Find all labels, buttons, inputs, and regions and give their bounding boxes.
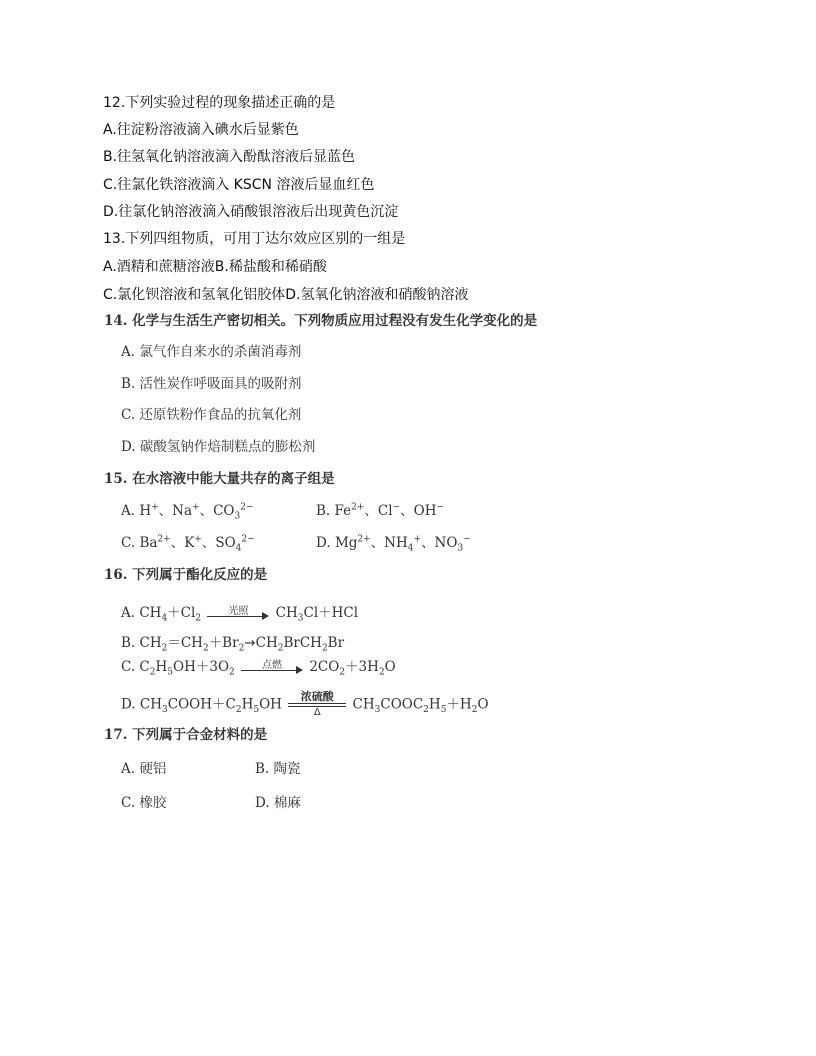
q13-options-ab: A.酒精和蔗糖溶液B.稀盐酸和稀硝酸 — [103, 259, 327, 275]
reversible-arrow — [288, 692, 346, 718]
q16-option-a: A. $CH_4+Cl_2$ 光照 $CH_3Cl+HCl$ — [121, 601, 358, 624]
q14-option-a: A. 氯气作自来水的杀菌消毒剂 — [121, 344, 302, 360]
reaction-arrow — [207, 604, 269, 624]
q17-option-c: C. 橡胶 — [121, 795, 167, 811]
q12-stem: 12.下列实验过程的现象描述正确的是 — [103, 95, 336, 111]
reaction-arrow — [241, 658, 303, 678]
q15-option-b: B. $Fe^{2+}$、Cl−、OH− — [316, 502, 445, 519]
q17-stem: 17. 下列属于合金材料的是 — [104, 727, 268, 743]
q13-options-cd: C.氯化钡溶液和氢氧化铝胶体D.氢氧化钠溶液和硝酸钠溶液 — [103, 287, 469, 303]
q12-option-c: C.往氯化铁溶液滴入 KSCN 溶液后显血红色 — [103, 177, 375, 193]
q16-option-b: B. $CH_2=CH_2+Br_2\to CH_2BrCH_2Br$ — [121, 635, 345, 654]
q14-option-b: B. 活性炭作呼吸面具的吸附剂 — [121, 376, 302, 392]
q17-option-d: D. 棉麻 — [255, 795, 301, 811]
q14-option-c: C. 还原铁粉作食品的抗氧化剂 — [121, 407, 302, 423]
q15-stem: 15. 在水溶液中能大量共存的离子组是 — [104, 471, 335, 487]
q15-option-c: C. $Ba^{2+}$、K+、$SO_4^{2-}$ — [121, 534, 255, 554]
q16-stem: 16. 下列属于酯化反应的是 — [104, 567, 268, 583]
q17-option-a: A. 硬铝 — [121, 761, 167, 777]
q15-option-d: D. $Mg^{2+}$、$NH_4^+$、$NO_3^-$ — [316, 534, 471, 554]
condition-heat: Δ — [313, 707, 321, 718]
q15-option-a: A. H+、Na+、$CO_3^{2-}$ — [121, 502, 254, 522]
q14-option-d: D. 碳酸氢钠作焙制糕点的膨松剂 — [121, 439, 316, 455]
condition-ignite: 点燃 — [262, 659, 283, 671]
condition-acid: 浓硫酸 — [300, 690, 334, 703]
q16-option-c: C. $C_2H_5OH+3O_2$ 点燃 $2CO_2+3H_2O$ — [121, 655, 396, 678]
condition-light: 光照 — [228, 605, 249, 617]
q17-option-b: B. 陶瓷 — [255, 761, 301, 777]
q14-stem: 14. 化学与生活生产密切相关。下列物质应用过程没有发生化学变化的是 — [104, 313, 538, 329]
q16-option-d: D. $CH_3COOH+C_2H_5OH$ 浓硫酸 Δ $CH_3COOC_2H_5+H_2O$ — [121, 690, 489, 718]
q12-option-d: D.往氯化钠溶液滴入硝酸银溶液后出现黄色沉淀 — [103, 204, 399, 220]
q12-option-b: B.往氢氧化钠溶液滴入酚酞溶液后显蓝色 — [103, 149, 356, 165]
q13-stem: 13.下列四组物质，可用丁达尔效应区别的一组是 — [103, 231, 406, 247]
q12-option-a: A.往淀粉溶液滴入碘水后显紫色 — [103, 122, 299, 138]
